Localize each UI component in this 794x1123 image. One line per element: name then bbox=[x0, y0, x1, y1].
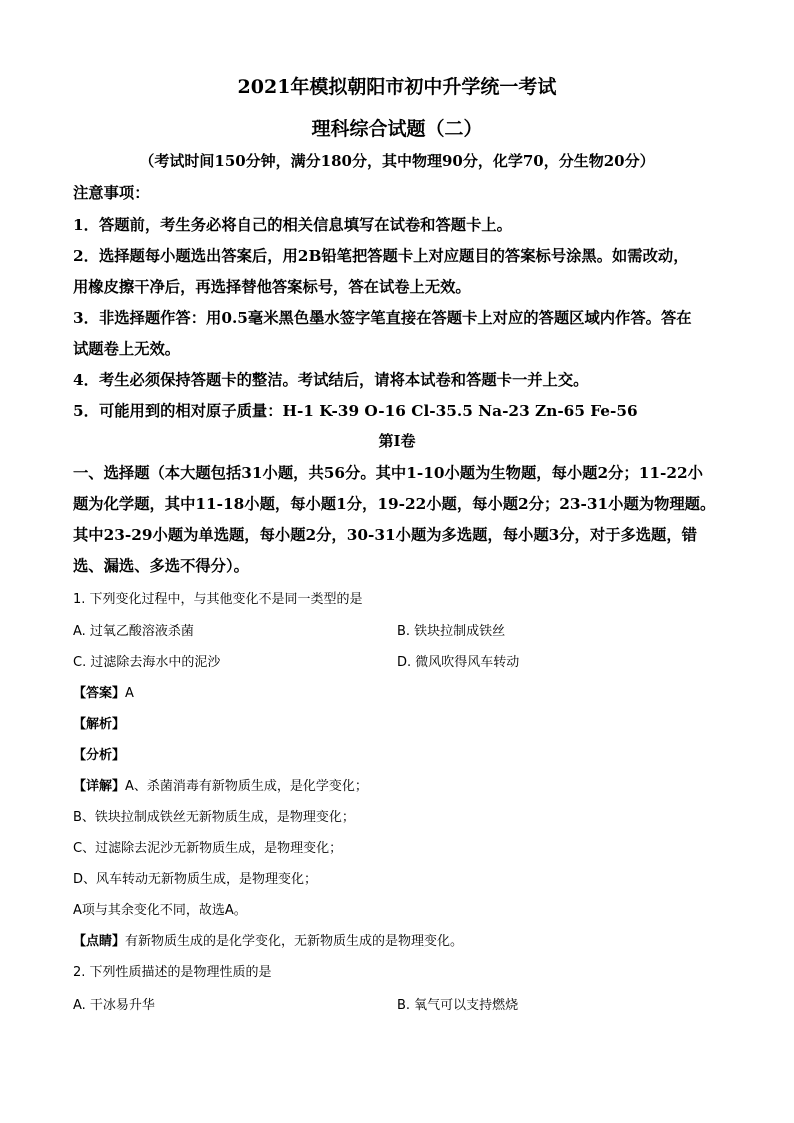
notice-item-3-cont: 试题卷上无效。 bbox=[73, 340, 181, 358]
fenxi-tag: 【分析】 bbox=[73, 748, 126, 763]
q2-option-a: A. 干冰易升华 bbox=[73, 998, 155, 1013]
q1-detail-line-5: A项与其余变化不同，故选A。 bbox=[73, 903, 247, 918]
detail-tag: 【详解】 bbox=[73, 779, 126, 794]
answer-value: A bbox=[125, 686, 134, 701]
q1-detail-line-4: D、风车转动无新物质生成，是物理变化； bbox=[73, 872, 318, 887]
section-intro-1: 一、选择题（本大题包括31小题，共56分。其中1-10小题为生物题，每小题2分；11-22小 bbox=[73, 464, 703, 482]
section-intro-2: 题为化学题，其中11-18小题，每小题1分，19-22小题，每小题2分；23-31小题为物理题。 bbox=[73, 495, 716, 513]
analysis-tag: 【解析】 bbox=[73, 717, 126, 732]
volume-title: 第Ⅰ卷 bbox=[378, 432, 416, 450]
q1-detail-line-1 bbox=[73, 775, 723, 794]
dianjing-tag: 【点睛】 bbox=[73, 934, 126, 949]
answer-tag: 【答案】 bbox=[73, 686, 126, 701]
q2-stem: 2. 下列性质描述的是物理性质的是 bbox=[73, 965, 272, 980]
q2-option-b: B. 氧气可以支持燃烧 bbox=[397, 998, 519, 1013]
exam-title: 2021年模拟朝阳市初中升学统一考试 bbox=[237, 76, 557, 98]
notice-item-4: 4．考生必须保持答题卡的整洁。考试结后，请将本试卷和答题卡一并上交。 bbox=[73, 371, 589, 389]
notice-heading: 注意事项： bbox=[73, 184, 150, 202]
notice-item-2-cont: 用橡皮擦干净后，再选择替他答案标号，答在试卷上无效。 bbox=[73, 278, 471, 296]
exam-subtitle: 理科综合试题（二） bbox=[311, 118, 483, 140]
notice-item-1: 1．答题前，考生务必将自己的相关信息填写在试卷和答题卡上。 bbox=[73, 216, 512, 234]
q1-analysis-tag bbox=[73, 713, 723, 732]
section-intro-4: 选、漏选、多选不得分）。 bbox=[73, 557, 249, 575]
q1-option-b: B. 铁块拉制成铁丝 bbox=[397, 624, 506, 639]
q1-detail-line-3: C、过滤除去泥沙无新物质生成，是物理变化； bbox=[73, 841, 343, 856]
q1-fenxi-tag bbox=[73, 744, 723, 763]
q1-option-d: D. 微风吹得风车转动 bbox=[397, 655, 520, 670]
notice-item-5: 5．可能用到的相对原子质量：H-1 K-39 O-16 Cl-35.5 Na-23 Zn-65 Fe-56 bbox=[73, 402, 638, 420]
detail-text-1: A、杀菌消毒有新物质生成，是化学变化； bbox=[125, 779, 368, 794]
notice-item-3: 3．非选择题作答：用0.5毫米黑色墨水签字笔直接在答题卡上对应的答题区域内作答。答在 bbox=[73, 309, 692, 327]
notice-item-2: 2．选择题每小题选出答案后，用2B铅笔把答题卡上对应题目的答案标号涂黑。如需改动， bbox=[73, 247, 689, 265]
q1-stem: 1. 下列变化过程中，与其他变化不是同一类型的是 bbox=[73, 592, 363, 607]
q1-detail-line-2: B、铁块拉制成铁丝无新物质生成，是物理变化； bbox=[73, 810, 355, 825]
q1-option-a: A. 过氧乙酸溶液杀菌 bbox=[73, 624, 194, 639]
section-intro-3: 其中23-29小题为单选题，每小题2分，30-31小题为多选题，每小题3分，对于多选题，错 bbox=[73, 526, 697, 544]
q1-option-c: C. 过滤除去海水中的泥沙 bbox=[73, 655, 221, 670]
q1-answer bbox=[73, 682, 723, 701]
dianjing-text: 有新物质生成的是化学变化，无新物质生成的是物理变化。 bbox=[125, 934, 464, 949]
q1-dianjing bbox=[73, 930, 723, 949]
exam-time-note: （考试时间150分钟，满分180分，其中物理90分，化学70，分生物20分） bbox=[139, 152, 655, 170]
